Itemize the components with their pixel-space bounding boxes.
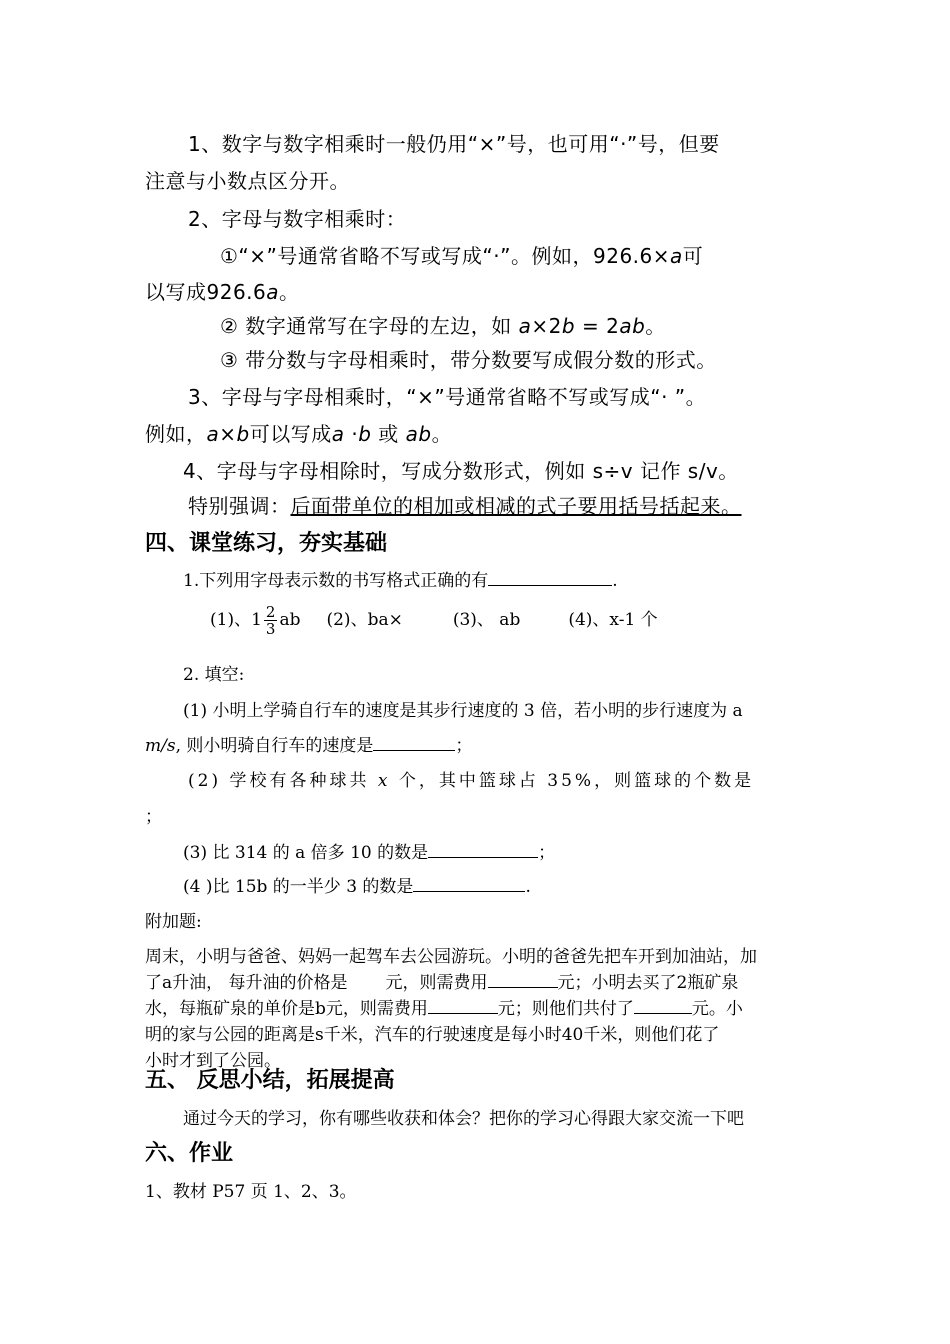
option-1-pre: (1)、1 (210, 610, 262, 630)
rule-2-1b-post: 。 (279, 280, 300, 304)
extra-line-2-c: 元；小明去买了2瓶矿泉 (557, 973, 739, 993)
extra-cost-blank[interactable] (488, 971, 558, 988)
rule-1-line-b: 注意与小数点区分开。 (145, 169, 350, 193)
extra-line-2-a: 了a升油， 每升油的价格是 (145, 973, 348, 993)
section-5-text: 通过今天的学习，你有哪些收获和体会？把你的学习心得跟大家交流一下吧 (183, 1109, 744, 1129)
question-2-1b-text: , 则小明骑自行车的速度是 (175, 736, 374, 756)
question-1 (183, 566, 618, 591)
rule-4: 4、字母与字母相除时，写成分数形式，例如 s÷v 记作 s/v。 (183, 459, 739, 483)
fraction-denominator: 3 (265, 620, 276, 638)
section-5-title: 五、 反思小结，拓展提高 (145, 1068, 395, 1093)
extra-question-label: 附加题: (145, 912, 202, 932)
question-2-1-blank[interactable] (373, 734, 455, 751)
question-2-2a-post: 个，其中篮球占 35%，则篮球的个数是 (390, 771, 755, 791)
extra-line-3 (145, 994, 743, 1019)
rule-2-2-text: ② 数字通常写在字母的左边，如 (220, 314, 519, 338)
question-2-2-line-b: ； (145, 807, 162, 827)
question-2-4-blank[interactable] (413, 875, 525, 892)
rule-3b-times: × (219, 422, 237, 446)
rule-2-2-expr-ab: ab (619, 314, 646, 338)
question-2-1-line-a: (1) 小明上学骑自行车的速度是其步行速度的 3 倍，若小明的步行速度为 a (183, 701, 743, 721)
rule-2-2-expr-a: a (518, 314, 532, 338)
question-1-blank[interactable] (488, 569, 612, 586)
fraction-numerator: 2 (265, 603, 276, 621)
mixed-fraction (264, 604, 278, 637)
question-2-heading: 2. 填空: (183, 665, 245, 685)
rule-3b-var-a2: a (331, 422, 345, 446)
rule-2-1a-var: a (670, 244, 683, 268)
rule-3b-pre: 例如， (145, 422, 207, 446)
question-2-1b-end: ； (455, 736, 473, 756)
rule-3b-var-a: a (206, 422, 220, 446)
rule-2-3: ③ 带分数与字母相乘时，带分数要写成假分数的形式。 (220, 348, 717, 372)
question-2-4-end: . (525, 877, 531, 897)
rule-2-2-mid: ×2 (531, 314, 562, 338)
question-2-2a-var: x (377, 771, 391, 791)
rule-2-2 (220, 310, 666, 339)
rule-2-1b-var: a (266, 280, 280, 304)
speed-unit: m/s (145, 736, 176, 756)
question-2-3 (183, 838, 555, 863)
rule-2-1-line-a (220, 240, 703, 269)
rule-2-heading: 2、字母与数字相乘时： (188, 207, 407, 231)
rule-2-2-eq: = 2 (575, 314, 620, 338)
question-2-3-end: ； (538, 843, 556, 863)
rule-3b-dot: · (344, 422, 359, 446)
emphasis-text: 后面带单位的相加或相减的式子要用括号括起来。 (290, 494, 742, 518)
question-2-2-line-a (188, 766, 754, 791)
rule-2-1a-text: ①“×”号通常省略不写或写成“·”。例如，926.6× (220, 244, 671, 268)
rule-3b-var-b2: b (358, 422, 372, 446)
emphasis-line (188, 490, 742, 519)
rule-2-1b-text: 以写成926.6 (145, 280, 267, 304)
rule-3b-mid: 可以写成 (249, 422, 332, 446)
question-1-options (210, 600, 658, 640)
rule-3-line-b (145, 418, 452, 447)
question-2-2a-pre: (2) 学校有各种球共 (188, 771, 378, 791)
rule-2-2-expr-b: b (561, 314, 576, 338)
homework-item-1: 1、教材 P57 页 1、2、3。 (145, 1182, 357, 1202)
rule-3b-var-ab: ab (405, 422, 432, 446)
extra-line-2 (145, 968, 738, 993)
rule-2-2-end: 。 (645, 314, 666, 338)
extra-line-5: 小时才到了公园。 (145, 1051, 281, 1071)
extra-line-3-b: 元；则他们共付了 (497, 999, 634, 1019)
rule-3b-end: 。 (431, 422, 453, 446)
extra-total-blank[interactable] (634, 997, 692, 1014)
extra-line-3-c: 元。小 (691, 999, 743, 1019)
question-2-3-blank[interactable] (428, 841, 538, 858)
extra-water-blank[interactable] (428, 997, 498, 1014)
rule-3b-var-b: b (236, 422, 250, 446)
emphasis-label: 特别强调： (188, 494, 291, 518)
rule-3-line-a: 3、字母与字母相乘时，“×”号通常省略不写或写成“· ”。 (188, 385, 707, 409)
option-4: (4)、x-1 个 (568, 610, 658, 630)
extra-line-2-b: 元，则需费用 (385, 973, 488, 993)
question-2-3-text: (3) 比 314 的 a 倍多 10 的数是 (183, 843, 429, 863)
section-4-title: 四、课堂练习，夯实基础 (145, 531, 388, 556)
rule-3b-or: 或 (371, 422, 406, 446)
rule-2-1a-post: 可 (682, 244, 704, 268)
rule-2-1-line-b (145, 276, 300, 305)
question-1-end: . (612, 571, 618, 591)
section-6-title: 六、作业 (145, 1141, 234, 1166)
option-2: (2)、ba× (326, 610, 403, 630)
question-2-1-line-b (145, 731, 472, 756)
question-2-4 (183, 872, 531, 897)
extra-line-3-a: 水，每瓶矿泉的单价是b元，则需费用 (145, 999, 428, 1019)
extra-line-1: 周末，小明与爸爸、妈妈一起驾车去公园游玩。小明的爸爸先把车开到加油站，加 (145, 947, 757, 967)
extra-line-4: 明的家与公园的距离是s千米，汽车的行驶速度是每小时40千米，则他们花了 (145, 1025, 720, 1045)
option-1-post: ab (279, 610, 301, 630)
option-3: (3)、 ab (452, 610, 521, 630)
question-1-text: 1.下列用字母表示数的书写格式正确的有 (183, 571, 489, 591)
rule-1-line-a: 1、数字与数字相乘时一般仍用“×”号，也可用“·”号，但要 (188, 132, 720, 156)
question-2-4-text: (4 )比 15b 的一半少 3 的数是 (183, 877, 414, 897)
